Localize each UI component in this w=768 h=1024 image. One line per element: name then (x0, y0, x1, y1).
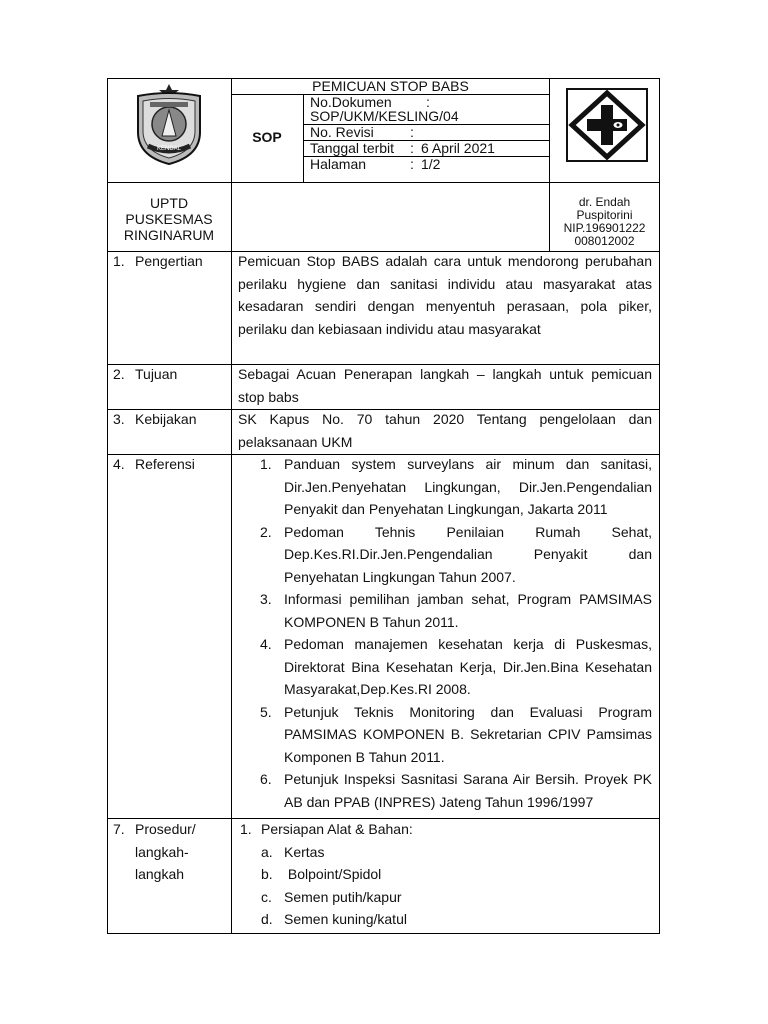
prosedur-item-letter-a: a. (261, 844, 273, 860)
org-line-1: UPTD (149, 195, 189, 211)
section-label-referensi: Referensi (135, 456, 195, 472)
list-item (260, 453, 652, 521)
doc-no-sep: : (426, 94, 430, 110)
row-line-header (107, 182, 660, 183)
sop-label: SOP (252, 129, 282, 145)
list-item-text: Pedoman manajemen kesehatan kerja di Puskesmas, Direktorat Bina Kesehatan Kerja, Dir.Jen.Bina Kesehatan Masyarakat,Dep.Kes.RI 2008. (284, 636, 652, 697)
list-item-text: Informasi pemilihan jamban sehat, Program PAMSIMAS KOMPONEN B Tahun 2011. (284, 591, 652, 630)
list-item (260, 768, 652, 813)
health-cross-icon (566, 88, 648, 162)
list-item (260, 701, 652, 769)
tanggal-sep: : (410, 140, 414, 156)
section-num-tujuan: 2. (113, 366, 125, 382)
prosedur-item-text-d: Semen kuning/katul (284, 911, 407, 927)
section-num-pengertian: 1. (113, 253, 125, 269)
halaman-value: 1/2 (421, 156, 441, 172)
col-divider-sop (303, 94, 304, 182)
prosedur-item-text-b: Bolpoint/Spidol (284, 866, 382, 882)
org-line-2: PUSKESMAS (125, 211, 213, 227)
signer-line-1: dr. Endah (578, 195, 631, 209)
section-label-prosedur-3: langkah (135, 866, 185, 882)
signer-line-2: Puspitorini (576, 208, 633, 222)
document-title: PEMICUAN STOP BABS (312, 78, 469, 94)
prosedur-item-text-c: Semen putih/kapur (284, 889, 402, 905)
halaman-label: Halaman (310, 156, 367, 172)
section-label-prosedur-2: langkah- (135, 844, 189, 860)
list-item-number: 6. (260, 771, 272, 787)
halaman-sep: : (410, 156, 414, 172)
tanggal-label: Tanggal terbit (310, 140, 395, 156)
list-item-number: 1. (260, 456, 272, 472)
section-label-kebijakan: Kebijakan (135, 411, 197, 427)
prosedur-item-letter-b: b. (261, 866, 273, 882)
list-item-text: Petunjuk Teknis Monitoring dan Evaluasi Program PAMSIMAS KOMPONEN B. Sekretarian CPIV Pamsimas Komponen B Tahun 2011. (284, 703, 652, 765)
list-item-text: Panduan system surveylans air minum dan sanitasi, Dir.Jen.Penyehatan Lingkungan, Dir.Jen.Pengendalian Penyakit dan Penyehatan Lingkungan, Jakarta 2011 (284, 456, 652, 517)
list-item-number: 2. (260, 523, 272, 540)
section-num-kebijakan: 3. (113, 411, 125, 427)
list-item (260, 588, 652, 633)
prosedur-step-text: Persiapan Alat & Bahan: (261, 821, 413, 837)
section-label-pengertian: Pengertian (135, 253, 203, 269)
signer-line-4: 008012002 (574, 234, 635, 248)
list-item (260, 633, 652, 701)
tujuan-text: Sebagai Acuan Penerapan langkah – langkah untuk pemicuan stop babs (238, 366, 652, 405)
doc-no-label: No.Dokumen (310, 94, 392, 110)
prosedur-item-letter-d: d. (261, 911, 273, 927)
list-item-number: 3. (260, 591, 272, 607)
section-label-tujuan: Tujuan (135, 366, 178, 382)
col-divider-left (231, 78, 232, 934)
section-num-prosedur: 7. (113, 821, 125, 837)
list-item-text: Petunjuk Inspeksi Sasnitasi Sarana Air Bersih. Proyek PK AB dan PPAB (INPRES) Jateng Tahun 1996/1997 (284, 771, 652, 810)
row-line-referensi (107, 818, 660, 819)
kebijakan-text: SK Kapus No. 70 tahun 2020 Tentang pengelolaan dan pelaksanaan UKM (238, 411, 652, 450)
prosedur-item-letter-c: c. (261, 889, 272, 905)
kendal-emblem-icon (130, 82, 208, 166)
list-item-number: 5. (260, 703, 272, 720)
doc-no-value: SOP/UKM/KESLING/04 (310, 108, 459, 124)
section-num-referensi: 4. (113, 456, 125, 472)
section-label-prosedur-1: Prosedur/ (135, 821, 196, 837)
prosedur-item-text-a: Kertas (284, 844, 325, 860)
revisi-label: No. Revisi (310, 124, 374, 140)
pengertian-text: Pemicuan Stop BABS adalah cara untuk mendorong perubahan perilaku hygiene dan sanitasi individu atau masyarakat atas kesadaran sendiri dengan menyentuh perasaan, pola piker, perilaku dan kebiasaan individu atau masyarakat (238, 253, 652, 337)
prosedur-step-number: 1. (240, 821, 252, 837)
list-item (260, 521, 652, 589)
list-item-text: Pedoman Tehnis Penilaian Rumah Sehat, Dep.Kes.RI.Dir.Jen.Pengendalian Penyakit dan Penyehatan Lingkungan Tahun 2007. (284, 523, 652, 585)
signer-line-3: NIP.196901222 (563, 221, 646, 235)
org-line-3: RINGINARUM (123, 227, 215, 243)
list-item-number: 4. (260, 636, 272, 652)
kendal-emblem-label: KENDAL (156, 146, 182, 152)
revisi-sep: : (410, 124, 414, 140)
referensi-list (260, 453, 652, 813)
tanggal-value: 6 April 2021 (421, 140, 495, 156)
